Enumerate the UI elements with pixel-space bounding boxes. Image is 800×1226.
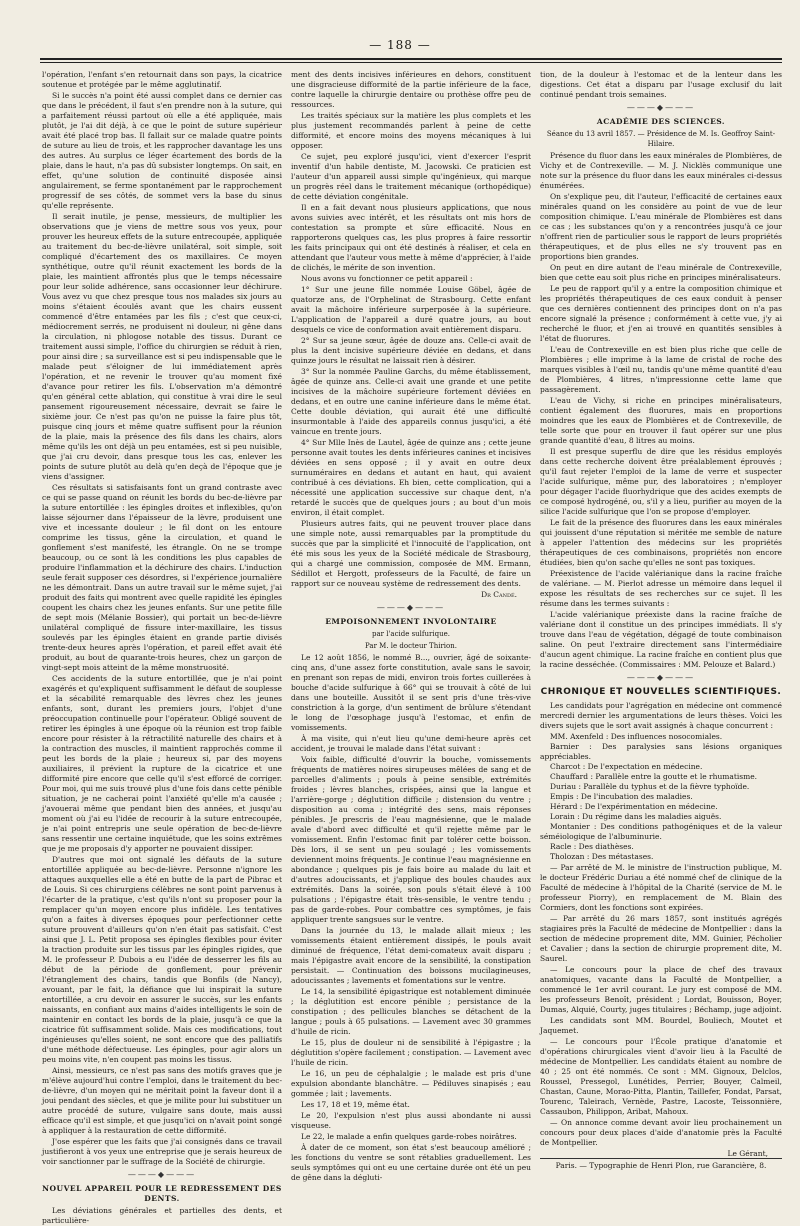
signature: Dr Candé. bbox=[481, 590, 517, 599]
ornament-divider: ———◆——— bbox=[626, 103, 696, 112]
list-item: Empis : De l'incubation des maladies. bbox=[550, 792, 693, 801]
list-item: Montanier : Des conditions pathogéniques et de la valeur séméiologique de l'albuminurie. bbox=[540, 822, 782, 841]
manager-line: Le Gérant, bbox=[727, 1149, 768, 1158]
list-item: Chauffard : Parallèle entre la goutte et le rhumatisme. bbox=[550, 772, 758, 781]
article-heading: NOUVEL APPAREIL POUR LE REDRESSEMENT DES DENTS. bbox=[42, 1184, 282, 1203]
meeting-line: Séance du 13 avril 1857. — Présidence de M. Is. Geoffroy Saint-Hilaire. bbox=[546, 130, 776, 148]
paragraph: Plusieurs autres faits, qui ne peuvent trouver place dans une simple note, aussi remarquables par la promptitude du succès que par la simplicité et l'innocuité de l'application, ont été mis sous les yeux de la Société médicale de Strasbourg, qui a chargé une commission, composée de MM. Ermann, Sédillot et Hergott, professeurs de la Faculté, de faire un rapport sur ce nouveau système de redressement des dents. bbox=[291, 519, 531, 588]
list-item: Hérard : De l'expérimentation en médecine. bbox=[550, 802, 718, 811]
paragraph: Si le succès n'a point été aussi complet dans ce dernier cas que dans le précédent, il faut s'en prendre non à la suture, qui a parfaitement réussi partout où elle a été appliquée, mais plutôt, je l'ai dit déjà, à ce que le point de suture supérieur avait été placé trop bas. Il fallait sur ce malade quatre points de suture au lieu de trois, et les rapprocher davantage les uns des autres. Au surplus ce léger écartement des bords de la plaie, dans le haut, n'a pas dû subsister longtemps. On sait, en effet, qu'une solution de continuité disposée ainsi angulairement, se ferme spontanément par le rapprochement progressif de ses côtés, de sommet vers la base du sinus qu'elle représente. bbox=[42, 91, 282, 210]
paragraph: Le 14, la sensibilité épigastrique est notablement diminuée ; la déglutition est encore pénible ; persistance de la constipation ; des pellicules blanches se détachent de la langue ; pouls à 65 pulsations. — Lavement avec 30 grammes d'huile de ricin. bbox=[291, 987, 531, 1036]
paragraph: 3° Sur la nommée Pauline Garchs, du même établissement, âgée de quinze ans. Celle-ci avait une grande et une petite incisives de la mâchoire supérieure fortement déviées en dedans, et en outre une canine inférieure dans le même état. Cette double déviation, qui aurait été une difficulté insurmontable à l'aide des appareils connus jusqu'ici, a été vaincue en trente jours. bbox=[291, 367, 531, 436]
paragraph: À ma visite, qui n'eut lieu qu'une demi-heure après cet accident, je trouvai le malade dans l'état suivant : bbox=[291, 734, 531, 753]
paragraph: On peut en dire autant de l'eau minérale de Contrexeville, bien que cette eau soit plus riche en principes minéralisateurs. bbox=[540, 263, 782, 282]
paragraph: Les traités spéciaux sur la matière les plus complets et les plus justement recommandés parlent à peine de cette difformité, et encore moins des moyens mécaniques à lui opposer. bbox=[291, 111, 531, 150]
paragraph: Ce sujet, peu exploré jusqu'ici, vient d'exercer l'esprit inventif d'un habile dentiste, M. Jacowski. Ce praticien est l'auteur d'un appareil aussi simple qu'ingénieux, qui marque un progrès réel dans le traitement mécanique (orthopédique) de cette déviation congénitale. bbox=[291, 152, 531, 201]
paragraph: Ces accidents de la suture entortillée, que je n'ai point exagérés et qu'expliquent suffisamment le défaut de souplesse et la sécabilité remarquable des lèvres chez les jeunes enfants, sont, durant les premiers jours, l'objet d'une préoccupation continuelle pour l'opérateur. Obligé souvent de retirer les épingles à une époque où la réunion est trop faible encore pour résister à la rétractilité naturelle des chairs et à la contraction des muscles, il maintient rapprochés comme il peut les bords de la plaie ; heureux si, par des moyens auxiliaires, il prévient la rupture de la cicatrice et une difformité pire encore que celle qu'il s'est efforcé de corriger. Pour moi, qui me suis trouvé plus d'une fois dans cette pénible situation, je ne cacherai point l'anxiété qu'elle m'a causée ; j'avouerai même que pendant bien des années, et jusqu'au moment où j'ai eu l'idée de recourir à la suture entrecoupée, je n'ai point entrepris une seule opération de bec-de-lièvre sans ressentir une certaine inquiétude, que les soins extrêmes que je me proposais d'y apporter ne pouvaient dissiper. bbox=[42, 674, 282, 853]
paragraph: — Par arrêté de M. le ministre de l'instruction publique, M. le docteur Frédéric Duriau a été nommé chef de clinique de la Faculté de médecine à l'hôpital de la Charité (service de M. le professeur Piorry), en remplacement de M. Blain des Cormiers, dont les fonctions sont expirées. bbox=[540, 863, 782, 912]
printer-imprint: Paris. — Typographie de Henri Plon, rue Garancière, 8. bbox=[540, 1158, 782, 1170]
list-item: Tholozan : Des métastases. bbox=[550, 852, 654, 861]
ornament-divider: ———◆——— bbox=[127, 1170, 197, 1179]
paragraph: L'acide valérianique préexiste dans la racine fraîche de valériane dont il constitue un des principes immédiats. Il s'y trouve dans l'eau de végétation, dégagé de toute combinaison saline. On peut l'extraire directement sans l'intermédiaire d'aucun agent chimique. La racine fraîche en contient plus que la racine desséchée. (Commissaires : MM. Pelouze et Balard.) bbox=[540, 610, 782, 669]
paragraph: Le fait de la présence des fluorures dans les eaux minérales qui jouissent d'une réputation si méritée me semble de nature à appeler l'attention des médecins sur les propriétés thérapeutiques de ces combinaisons, propriétés non encore étudiées, bien qu'on sache qu'elles ne sont pas toxiques. bbox=[540, 518, 782, 567]
paragraph: Voix faible, difficulté d'ouvrir la bouche, vomissements fréquents de matières noires sirupeuses mêlées de sang et de parcelles d'aliments ; pouls à peine sensible, extrémités froides ; lèvres blanches, crispées, ainsi que la langue et l'arrière-gorge ; déglutition difficile ; distension du ventre ; disposition au coma ; intégrité des sens, mais réponses pénibles. Je prescris de l'eau magnésienne, que le malade avale d'abord avec difficulté et qu'il rejette même par le vomissement. Enfin l'estomac finit par tolérer cette boisson. Dès lors, il se sent un peu soulagé ; les vomissements deviennent moins fréquents. Je continue l'eau magnésienne en abondance ; quelques pis je fais boire au malade du lait et d'autres adoucissants, et j'applique des boules chaudes aux extrémités. Dans la soirée, son pouls s'était élevé à 100 pulsations ; l'épigastre était très-sensible, le ventre tendu ; pas de garde-robes. Pour combattre ces symptômes, je fais appliquer trente sangsues sur le ventre. bbox=[291, 755, 531, 924]
paragraph: — Le concours pour la place de chef des travaux anatomiques, vacante dans la Faculté de Montpellier, a commencé le 1er avril courant. Le jury est composé de MM. les professeurs Benoît, président ; Lordat, Bouisson, Boyer, Dumas, Alquié, Courty, juges titulaires ; Béchamp, juge adjoint. bbox=[540, 965, 782, 1014]
paragraph: On s'explique peu, dit l'auteur, l'efficacité de certaines eaux minérales quand on les considère au point de vue de leur composition chimique. L'eau minérale de Plombières est dans ce cas ; les substances qu'on y a rencontrées jusqu'à ce jour n'offrent rien de particulier sous le rapport de leurs propriétés thérapeutiques, et de plus elles ne s'y trouvent pas en proportions bien grandes. bbox=[540, 192, 782, 261]
column-middle bbox=[291, 70, 532, 1182]
paragraph: Les candidats pour l'agrégation en médecine ont commencé mercredi dernier les argumentations de leurs thèses. Voici les divers sujets que le sort avait assignés à chaque concurrent : bbox=[540, 701, 782, 730]
paragraph: Le 22, le malade a enfin quelques garde-robes noirâtres. bbox=[301, 1132, 517, 1141]
article-byline: Par M. le docteur Thirion. bbox=[365, 642, 457, 650]
page-number: — 188 — bbox=[369, 38, 431, 52]
ornament-divider: ———◆——— bbox=[376, 603, 446, 612]
paragraph: Les 17, 18 et 19, même état. bbox=[301, 1100, 410, 1109]
section-heading: CHRONIQUE ET NOUVELLES SCIENTIFIQUES. bbox=[540, 687, 782, 697]
top-rule bbox=[40, 58, 782, 60]
paragraph: 4° Sur Mlle Inès de Lautel, âgée de quinze ans ; cette jeune personne avait toutes les dents inférieures canines et incisives déviées en sens opposé ; il y avait en outre deux surnuméraires en dedans et autant en haut, qui avaient contribué à ces déviations. Eh bien, cette complication, qui a nécessité une application successive sur chaque dent, n'a retardé le succès que de quelques jours ; au bout d'un mois environ, il était complet. bbox=[291, 438, 531, 517]
paragraph: L'eau de Contrexeville en est bien plus riche que celle de Plombières ; elle imprime à la lame de cristal de roche des marques visibles à l'œil nu, tandis qu'une même quantité d'eau de Plombières, 4 litres, n'impressionne cette lame que passagèrement. bbox=[540, 345, 782, 394]
top-rule-thin bbox=[40, 62, 782, 63]
paragraph: Ces résultats si satisfaisants font un grand contraste avec ce qui se passe quand on réunit les bords du bec-de-lièvre par la suture entortillée : les épingles droites et inflexibles, qu'on laisse séjourner dans l'épaisseur de la lèvre, produisent une vive et incessante douleur ; le fil dont on les entoure comprime les tissus, gêne la circulation, et quand le gonflement s'est manifesté, les étrangle. On ne se trompe beaucoup, ou ce sont là les conditions les plus capables de produire l'inflammation et la déchirure des chairs. L'induction seule ferait supposer ces désordres, si l'expérience journalière ne les démontrait. Dans un autre travail sur le même sujet, j'ai produit des faits qui montrent avec quelle rapidité les épingles coupent les chairs chez les jeunes enfants. Sur une petite fille de sept mois (Mélanie Bossier), qui portait un bec-de-lièvre unilatéral compliqué de fissure inter-maxillaire, les tissus soulevés par les épingles étaient en grande partie divisés trente-deux heures après l'opération, et pareil effet avait été produit, au bout de quarante-trois heures, chez un garçon de vingt-sept mois atteint de la même monstruosité. bbox=[42, 483, 282, 672]
paragraph: Nous avons vu fonctionner ce petit appareil : bbox=[301, 274, 473, 283]
paragraph: À dater de ce moment, son état s'est beaucoup amélioré ; les fonctions du ventre se sont rétablies graduellement. Les seuls symptômes qui ont eu une certaine durée ont été un peu de gêne dans la dégluti- bbox=[291, 1143, 531, 1182]
paragraph: L'eau de Vichy, si riche en principes minéralisateurs, contient également des fluorures, mais en proportions moindres que les eaux de Plombières et de Contrexeville, de telle sorte que pour en trouver il faut opérer sur une plus grande quantité d'eau, 8 litres au moins. bbox=[540, 396, 782, 445]
paragraph: 1° Sur une jeune fille nommée Louise Göbel, âgée de quatorze ans, de l'Orphelinat de Strasbourg. Cette enfant avait la mâchoire inférieure surperposée à la supérieure. L'application de l'appareil a duré quatre jours, au bout desquels ce vice de conformation avait entièrement disparu. bbox=[291, 285, 531, 334]
thesis-list bbox=[540, 732, 782, 862]
ornament-divider: ———◆——— bbox=[626, 673, 696, 682]
column-left bbox=[42, 70, 282, 1225]
paragraph: Le 16, un peu de céphalalgie ; le malade est pris d'une expulsion abondante blanchâtre. — Pédiluves sinapisés ; eau gommée ; lait ; lavements. bbox=[291, 1069, 531, 1098]
paragraph: Les déviations générales et partielles des dents, et particulière- bbox=[42, 1206, 282, 1225]
paragraph: Dans la journée du 13, le malade allait mieux ; les vomissements étaient entièrement dissipés, le pouls avait diminué de fréquence, l'état demi-comateux avait disparu ; mais l'épigastre avait encore de la sensibilité, la constipation persistait. — Continuation des boissons mucilagineuses, adoucissantes ; lavements et fomentations sur le ventre. bbox=[291, 926, 531, 985]
paragraph: Ainsi, messieurs, ce n'est pas sans des motifs graves que je m'élève aujourd'hui contre l'emploi, dans le traitement du bec-de-lièvre, d'un moyen qui ne méritait point la faveur dont il a joui pendant des siècles, et que je milite pour lui substituer un autre procédé de suture, vulgaire sans doute, mais aussi efficace qu'il est simple, et que jusqu'ici on n'avait point songé à appliquer à la restauration de cette difformité. bbox=[42, 1066, 282, 1135]
paragraph: — Par arrêté du 26 mars 1857, sont institués agrégés stagiaires près la Faculté de médecine de Montpellier : dans la section de médecine proprement dite, MM. Guinier, Pécholier et Cavalier ; dans la section de chirurgie proprement dite, M. Saurel. bbox=[540, 914, 782, 963]
paragraph: l'opération, l'enfant s'en retournait dans son pays, la cicatrice soutenue et protégée par le même agglutinatif. bbox=[42, 70, 282, 89]
column-right bbox=[540, 70, 782, 1160]
paragraph: Le peu de rapport qu'il y a entre la composition chimique et les propriétés thérapeutiques de ces eaux conduit à penser que ces dernières contiennent des principes dont on n'a pas encore signalé la présence ; conformément à cette vue, j'y ai recherché le fluor, et j'en ai trouvé en quantités sensibles à l'état de fluorures. bbox=[540, 284, 782, 343]
paragraph: Il en a fait devant nous plusieurs applications, que nous avons suivies avec intérêt, et les résultats ont mis hors de contestation sa prompte et sûre efficacité. Nous en rapporterons quelques cas, les plus propres à faire ressortir les faits principaux qui ont été destinés à réaliser, et cela en attendant que l'auteur vous mette à même d'apprécier, à l'aide de clichés, le mérite de son invention. bbox=[291, 203, 531, 272]
list-item: Lorain : Du régime dans les maladies aiguës. bbox=[550, 812, 722, 821]
paragraph: Il serait inutile, je pense, messieurs, de multiplier les observations que je viens de mettre sous vos yeux, pour prouver les heureux effets de la suture entrecoupée, appliquée au traitement du bec-de-lièvre unilatéral, soit simple, soit compliqué d'écartement des os maxillaires. Ce moyen synthétique, outre qu'il réunit exactement les bords de la plaie, les maintient affrontés plus que le temps nécessaire pour leur solide adhérence, sans occasionner leur déchirure. Vous avez vu que chez presque tous nos malades six jours au moins s'étaient écoulés avant que les chairs eussent commencé d'être entamées par les fils ; c'est que ceux-ci, médiocrement serrés, ne produisent ni douleur, ni gêne dans la circulation, ni phlogose notable des tissus. Durant ce traitement aussi simple, l'office du chirurgien se réduit à rien, pour ainsi dire ; sa surveillance est si peu indispensable que le malade peut s'éloigner de lui immédiatement après l'opération, et ne revenir le trouver qu'au moment fixé d'avance pour retirer les fils. L'observation m'a démontré qu'en général cette ablation, qui constitue à vrai dire le seul pansement rigoureusement nécessaire, devrait se faire le sixième jour. Ce n'est pas qu'on ne puisse la faire plus tôt, puisque cinq jours et même quatre suffisent pour la réunion de la plaie, mais la présence des fils dans les chairs, alors même qu'ils les ont déjà un peu entamées, est si peu nuisible, que j'ai cru devoir, dans presque tous les cas, enlever les points de suture plutôt au delà qu'en deçà de l'époque que je viens d'assigner. bbox=[42, 212, 282, 481]
paragraph: tion, de la douleur à l'estomac et de la lenteur dans les digestions. Cet état a disparu par l'usage exclusif du lait continué pendant trois semaines. bbox=[540, 70, 782, 99]
paragraph: Le 15, plus de douleur ni de sensibilité à l'épigastre ; la déglutition s'opère facilement ; constipation. — Lavement avec l'huile de ricin. bbox=[291, 1038, 532, 1067]
paragraph: Il est presque superflu de dire que les résidus employés dans cette recherche doivent être préalablement éprouvés ; qu'il faut rejeter l'emploi de la lame de verre et suspecter l'acide sulfurique, même pur, des laboratoires ; n'employer pour dégager l'acide fluorhydrique que des acides exempts de ce composé hydrogéné, ou, s'il y a lieu, purifier au moyen de la silice l'acide sulfurique que l'on se propose d'employer. bbox=[540, 447, 782, 516]
list-item: Duriau : Parallèle du typhus et de la fièvre typhoïde. bbox=[550, 782, 750, 791]
paragraph: Préexistence de l'acide valérianique dans la racine fraîche de valériane. — M. Pierlot adresse un mémoire dans lequel il expose les résultats de ses recherches sur ce sujet. Il les résume dans les termes suivants : bbox=[540, 569, 782, 608]
paragraph: — Le concours pour l'École pratique d'anatomie et d'opérations chirurgicales vient d'avoir lieu à la Faculté de médecine de Montpellier. Les candidats étaient au nombre de 40 ; 25 ont été nommés. Ce sont : MM. Gignoux, Delclos, Roussel, Pressegol, Lunétides, Perrier, Bouyer, Calmeil, Chastan, Caune, Morao-Pitta, Plantin, Taillefer, Fondat, Parsat, Tourenc, Taleirach, Vernède, Pastre, Lacoste, Teissonnière, Cassaubon, Philippon, Aribat, Mahoux. bbox=[540, 1037, 782, 1116]
paragraph: ment des dents incisives inférieures en dehors, constituent une disgracieuse difformité de la partie inférieure de la face, contre laquelle la chirurgie dentaire ou prothèse offre peu de ressources. bbox=[291, 70, 531, 109]
list-item: Barnier : Des paralysies sans lésions organiques appréciables. bbox=[540, 742, 782, 761]
article-heading: EMPOISONNEMENT INVOLONTAIRE bbox=[325, 617, 497, 626]
paragraph: D'autres que moi ont signalé les défauts de la suture entortillée appliquée au bec-de-lièvre. Personne n'ignore les attaques auxquelles elle a été en butte de la part de Pibrac et de Louis. Si ces chirurgiens célèbres ne sont point parvenus à l'écarter de la pratique, c'est qu'ils n'ont su proposer pour la remplacer qu'un moyen encore plus infidèle. Les tentatives qu'on a faites à diverses époques pour perfectionner cette suture prouvent d'ailleurs qu'on n'en était pas satisfait. C'est ainsi que J. L. Petit proposa ses épingles flexibles pour éviter la traction produite sur les tissus par les épingles rigides, que M. le professeur P. Dubois a eu l'idée de desserrer les fils au début de la période de gonflement, pour prévenir l'étranglement des chairs, tandis que Bonfils (de Nancy), avouant, par le fait, la défiance que lui inspirait la suture entortillée, a cru devoir en assurer le succès, sur les enfants naissants, en confiant aux mains d'aides intelligents le soin de maintenir en contact les bords de la plaie, jusqu'à ce que la cicatrice fût suffisamment solide. Mais ces modifications, tout ingénieuses qu'elles soient, ne sont encore que des palliatifs d'une méthode défectueuse. Les épingles, pour agir alors un peu moins vite, n'en coupent pas moins les tissus. bbox=[42, 855, 282, 1064]
paragraph: Le 12 août 1856, le nommé B..., ouvrier, âgé de soixante-cinq ans, d'une assez forte constitution, avale sans le savoir, en prenant son repas de midi, environ trois fortes cuillerées à bouche d'acide sulfurique à 66° qui se trouvait à côté de lui dans une bouteille. Aussitôt il se sent pris d'une très-vive constriction à la gorge, d'un sentiment de brûlure s'étendant le long de l'œsophage jusqu'à l'estomac, et enfin de vomissements. bbox=[291, 653, 531, 732]
list-item: Racle : Des diathèses. bbox=[550, 842, 634, 851]
article-subheading: par l'acide sulfurique. bbox=[372, 630, 450, 638]
paragraph: Les candidats sont MM. Bourdel, Bouliech, Moutet et Jaquemet. bbox=[540, 1016, 782, 1035]
paragraph: Présence du fluor dans les eaux minérales de Plombières, de Vichy et de Contrexeville. — M. J. Nicklès communique une note sur la présence du fluor dans les eaux minérales ci-dessus énumérées. bbox=[540, 151, 782, 190]
paragraph: 2° Sur sa jeune sœur, âgée de douze ans. Celle-ci avait de plus la dent incisive supérieure déviée en dedans, et dans quinze jours le résultat ne laissait rien à désirer. bbox=[291, 336, 531, 365]
paragraph: — On annonce comme devant avoir lieu prochainement un concours pour deux places d'aide d'anatomie près la Faculté de Montpellier. bbox=[540, 1118, 782, 1147]
list-item: MM. Axenfeld : Des influences nosocomiales. bbox=[550, 732, 723, 741]
paragraph: Le 20, l'expulsion n'est plus aussi abondante ni aussi visqueuse. bbox=[291, 1111, 531, 1130]
section-heading: ACADÉMIE DES SCIENCES. bbox=[596, 117, 726, 126]
paragraph: J'ose espérer que les faits que j'ai consignés dans ce travail justifieront à vos yeux une entreprise que je serais heureux de voir sanctionner par le suffrage de la Société de chirurgie. bbox=[42, 1137, 282, 1166]
list-item: Charcot : De l'expectation en médecine. bbox=[550, 762, 703, 771]
